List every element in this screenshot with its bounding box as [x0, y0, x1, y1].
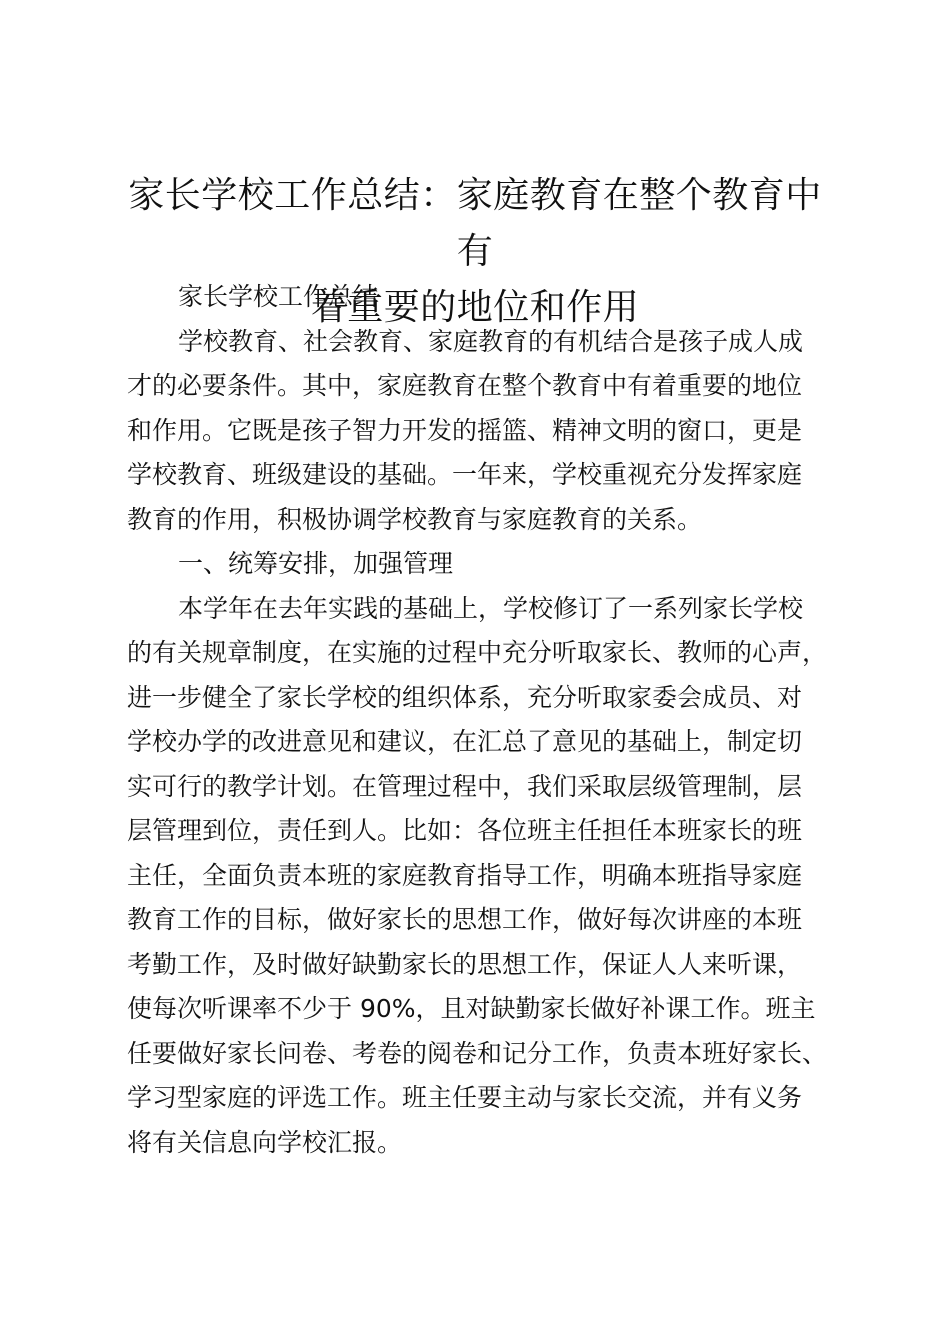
paragraph-line: 学校教育、社会教育、家庭教育的有机结合是孩子成人成	[178, 326, 804, 356]
paragraph-line: 考勤工作，及时做好缺勤家长的思想工作，保证人人来听课，	[127, 949, 803, 979]
paragraph-line: 学习型家庭的评选工作。班主任要主动与家长交流，并有义务	[127, 1083, 803, 1112]
paragraph-line: 学校办学的改进意见和建议，在汇总了意见的基础上，制定切	[127, 727, 803, 756]
paragraph-intro	[127, 320, 833, 543]
paragraph-line: 教育工作的目标，做好家长的思想工作，做好每次讲座的本班	[127, 905, 803, 934]
paragraph-line: 将有关信息向学校汇报。	[127, 1127, 403, 1157]
subtitle: 家长学校工作总结	[178, 282, 379, 311]
paragraph-line: 教育的作用，积极协调学校教育与家庭教育的关系。	[127, 504, 703, 534]
title-line: 家长学校工作总结：家庭教育在整个教育中有	[128, 175, 822, 272]
section-heading: 一、统筹安排，加强管理	[178, 549, 454, 578]
paragraph-line: 任要做好家长问卷、考卷的阅卷和记分工作，负责本班好家长、	[127, 1038, 828, 1068]
paragraph-line: 才的必要条件。其中，家庭教育在整个教育中有着重要的地位	[127, 371, 803, 400]
paragraph-line: 实可行的教学计划。在管理过程中，我们采取层级管理制，层	[127, 771, 803, 801]
title-line: 着重要的地位和作用	[310, 287, 640, 328]
paragraph-line: 本学年在去年实践的基础上，学校修订了一系列家长学校	[178, 593, 804, 623]
paragraph-line: 层管理到位，责任到人。比如：各位班主任担任本班家长的班	[127, 816, 803, 845]
paragraph-management	[127, 587, 833, 1166]
document-body	[127, 275, 833, 1165]
paragraph-line: 进一步健全了家长学校的组织体系，充分听取家委会成员、对	[127, 682, 803, 712]
paragraph-line: 使每次听课率不少于 90%，且对缺勤家长做好补课工作。班主	[127, 994, 816, 1023]
paragraph-line: 的有关规章制度，在实施的过程中充分听取家长、教师的心声，	[127, 638, 828, 667]
paragraph-line: 学校教育、班级建设的基础。一年来，学校重视充分发挥家庭	[127, 460, 803, 489]
paragraph-line: 主任，全面负责本班的家庭教育指导工作，明确本班指导家庭	[127, 860, 803, 890]
paragraph-line: 和作用。它既是孩子智力开发的摇篮、精神文明的窗口，更是	[127, 415, 803, 445]
